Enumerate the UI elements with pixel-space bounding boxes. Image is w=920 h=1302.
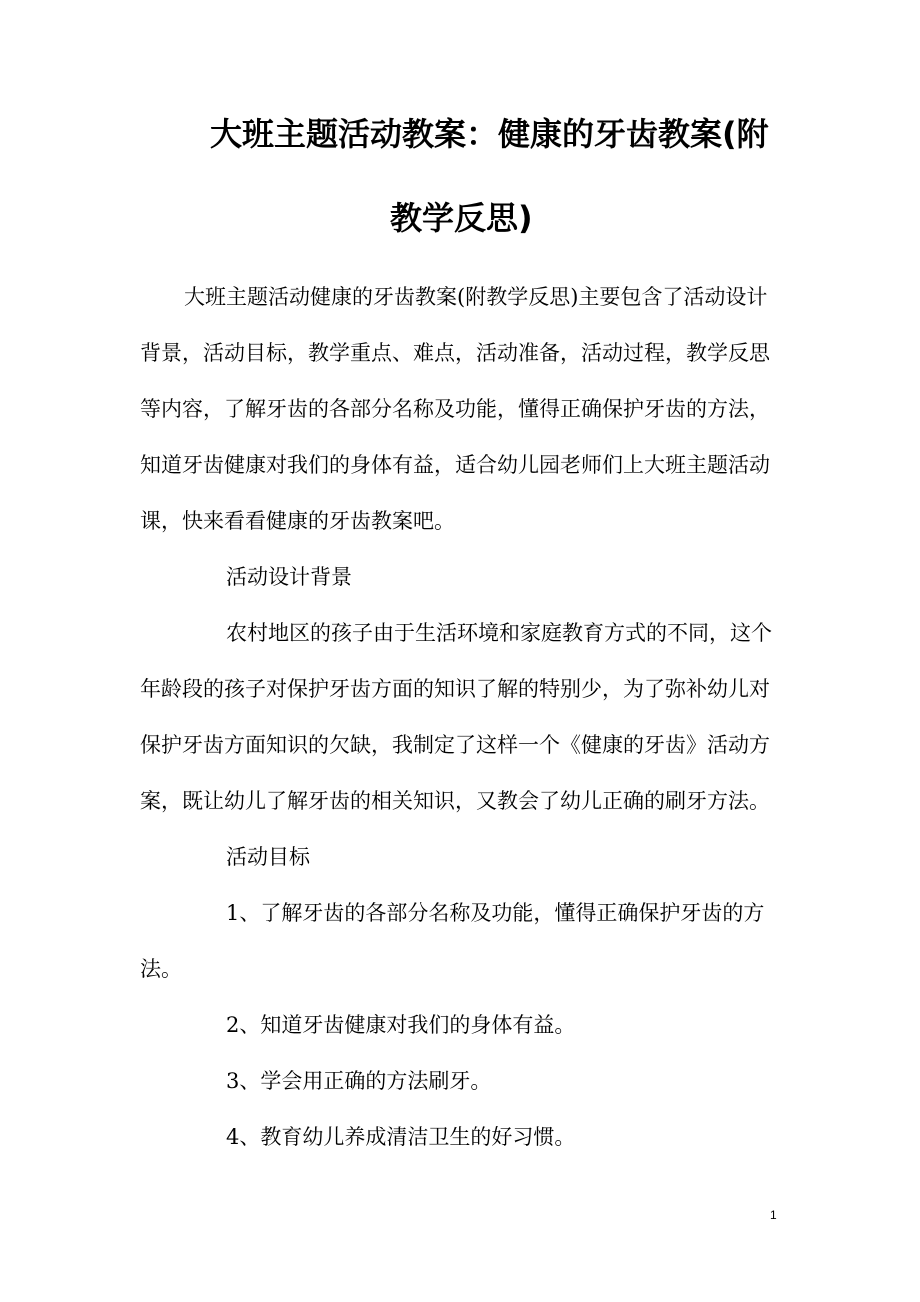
goal-item-3: 3、学会用正确的方法刷牙。 xyxy=(226,1069,492,1093)
goal-item-1: 1、了解牙齿的各部分名称及功能，懂得正确保护牙齿的方 xyxy=(226,901,765,925)
goal-item-2: 2、知道牙齿健康对我们的身体有益。 xyxy=(226,1013,576,1037)
intro-line: 大班主题活动健康的牙齿教案(附教学反思)主要包含了活动设计 xyxy=(184,285,768,309)
document-title-line-1: 大班主题活动教案：健康的牙齿教案(附 xyxy=(210,115,769,153)
intro-line: 知道牙齿健康对我们的身体有益，适合幼儿园老师们上大班主题活动 xyxy=(140,453,770,477)
background-line: 案，既让幼儿了解牙齿的相关知识，又教会了幼儿正确的刷牙方法。 xyxy=(140,789,770,813)
section-heading-goals: 活动目标 xyxy=(226,845,310,869)
goal-item-4: 4、教育幼儿养成清洁卫生的好习惯。 xyxy=(226,1125,576,1149)
section-heading-background: 活动设计背景 xyxy=(226,565,352,589)
goal-item-1-continuation: 法。 xyxy=(140,957,182,981)
document-title-line-2: 教学反思) xyxy=(390,199,533,237)
background-line: 保护牙齿方面知识的欠缺，我制定了这样一个《健康的牙齿》活动方 xyxy=(140,733,770,757)
intro-line: 课，快来看看健康的牙齿教案吧。 xyxy=(140,509,455,533)
intro-line: 等内容，了解牙齿的各部分名称及功能，懂得正确保护牙齿的方法， xyxy=(140,397,770,421)
background-line: 农村地区的孩子由于生活环境和家庭教育方式的不同，这个 xyxy=(226,621,772,645)
intro-line: 背景，活动目标，教学重点、难点，活动准备，活动过程，教学反思 xyxy=(140,341,770,365)
background-line: 年龄段的孩子对保护牙齿方面的知识了解的特别少，为了弥补幼儿对 xyxy=(140,677,770,701)
page-number: 1 xyxy=(770,1208,777,1222)
